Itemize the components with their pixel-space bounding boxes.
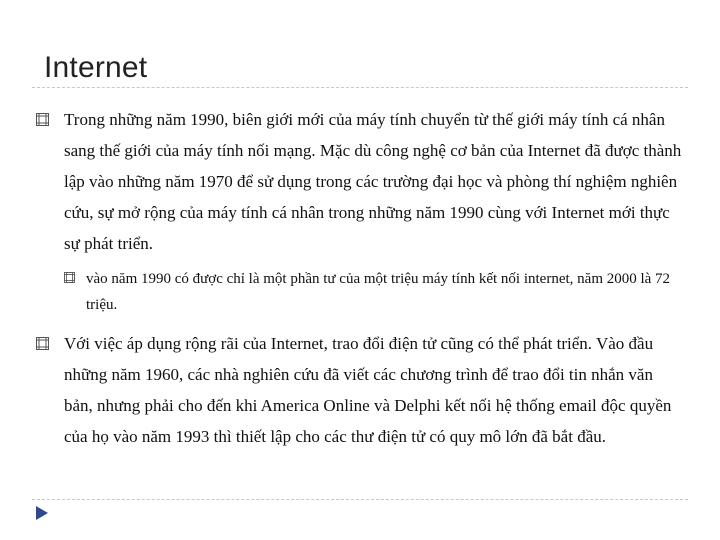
sub-bullet-item [86, 266, 682, 318]
bullet-square-icon [64, 272, 75, 283]
bullet-square-icon [36, 113, 49, 126]
bullet-text: Trong những năm 1990, biên giới mới của máy tính chuyển từ thế giới máy tính cá nhân sang thế giới của máy tính nối mạng. Mặc dù công nghệ cơ bản của Internet đã được thành lập vào những năm 1970 để sử dụng trong các trường đại học và phòng thí nghiệm nghiên cứu, sự mở rộng của máy tính cá nhân trong những năm 1990 cùng với Internet mới thực sự phát triển. [64, 110, 682, 253]
slide-title: Internet [44, 51, 148, 84]
footer-divider [32, 499, 688, 500]
bullet-text: Với việc áp dụng rộng rãi của Internet, trao đổi điện tử cũng có thể phát triển. Vào đầu những năm 1960, các nhà nghiên cứu đã viết các chương trình để trao đổi tin nhắn văn bản, nhưng phải cho đến khi America Online và Delphi kết nối hệ thống email độc quyền của họ vào năm 1993 thì thiết lập cho các thư điện tử có quy mô lớn đã bắt đầu. [64, 334, 672, 446]
play-arrow-icon[interactable] [35, 505, 49, 521]
bullet-square-icon [36, 337, 49, 350]
sub-bullet-text: vào năm 1990 có được chỉ là một phần tư của một triệu máy tính kết nối internet, năm 2000 là 72 triệu. [86, 271, 671, 313]
title-divider [32, 87, 688, 88]
bullet-item [64, 328, 684, 452]
bullet-item [64, 104, 684, 259]
